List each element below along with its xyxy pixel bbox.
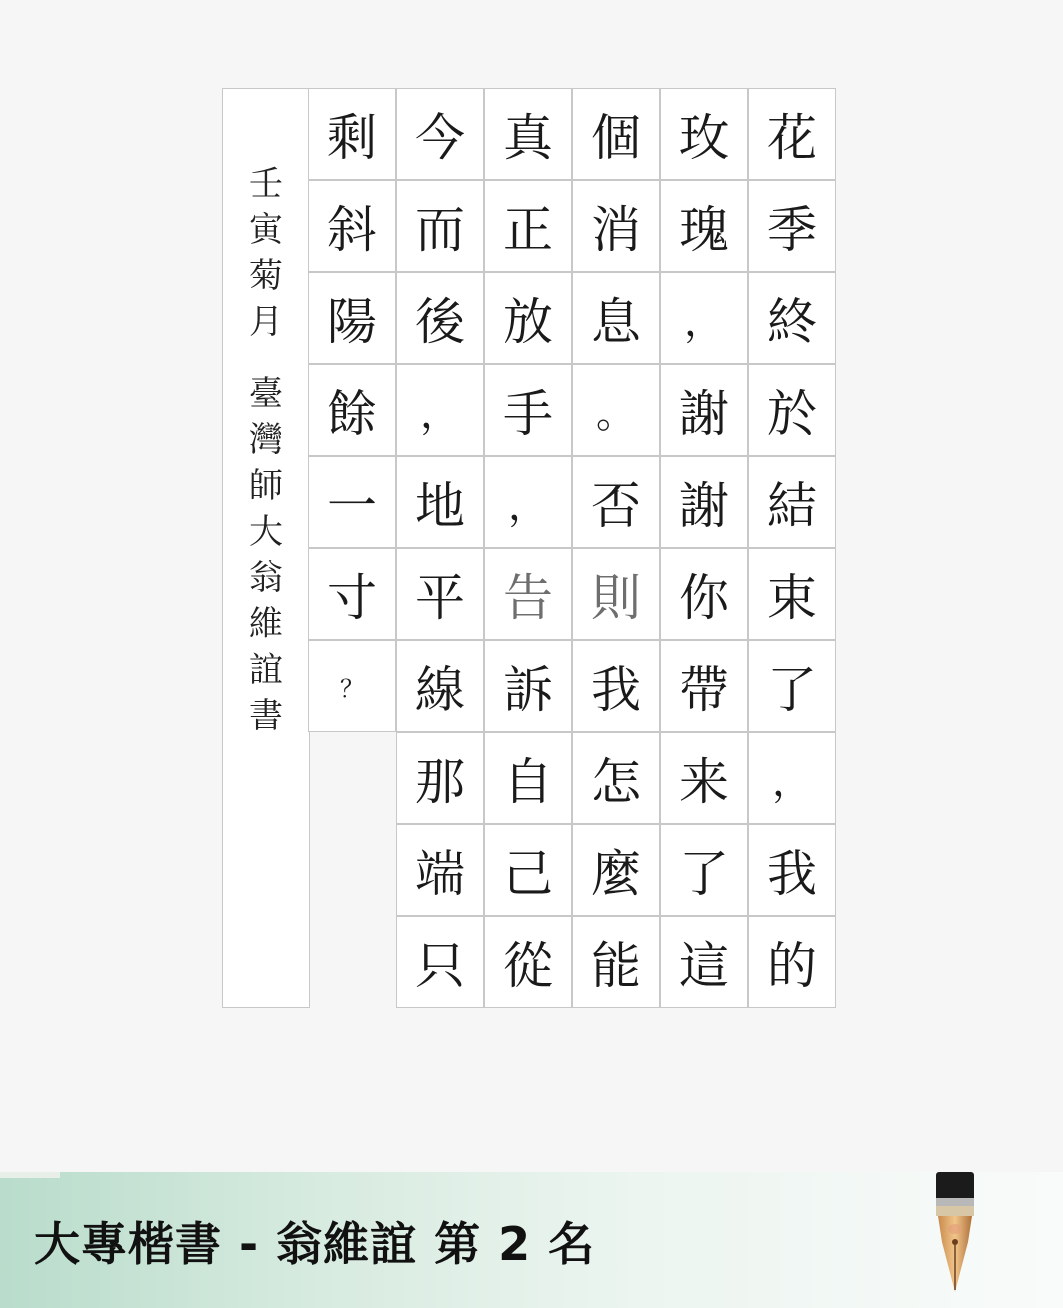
calligraphy-cell: ？ <box>308 640 396 732</box>
signature-char: 月 <box>249 302 283 342</box>
calligraphy-cell: 於 <box>748 364 836 456</box>
calligraphy-cell: 謝 <box>660 456 748 548</box>
calligraphy-cell: 我 <box>748 824 836 916</box>
calligraphy-cell: 從 <box>484 916 572 1008</box>
calligraphy-cell: 真 <box>484 88 572 180</box>
calligraphy-cell: 斜 <box>308 180 396 272</box>
calligraphy-cell: 否 <box>572 456 660 548</box>
calligraphy-cell: 平 <box>396 548 484 640</box>
signature-char: 寅 <box>249 210 283 250</box>
calligraphy-cell: 花 <box>748 88 836 180</box>
calligraphy-cell: 餘 <box>308 364 396 456</box>
calligraphy-cell: 個 <box>572 88 660 180</box>
calligraphy-cell: 。 <box>572 364 660 456</box>
calligraphy-cell: 今 <box>396 88 484 180</box>
calligraphy-cell: ， <box>484 456 572 548</box>
calligraphy-cell: 的 <box>748 916 836 1008</box>
calligraphy-cell: 能 <box>572 916 660 1008</box>
calligraphy-cell: 結 <box>748 456 836 548</box>
calligraphy-cell: 則 <box>572 548 660 640</box>
signature-char: 維 <box>249 604 283 644</box>
calligraphy-cell: 来 <box>660 732 748 824</box>
calligraphy-sheet <box>222 88 836 1008</box>
calligraphy-cell: 手 <box>484 364 572 456</box>
signature-char: 師 <box>249 466 283 506</box>
calligraphy-cell: 麼 <box>572 824 660 916</box>
calligraphy-cell: 端 <box>396 824 484 916</box>
signature-column <box>222 88 310 1008</box>
calligraphy-cell: 陽 <box>308 272 396 364</box>
calligraphy-cell: 這 <box>660 916 748 1008</box>
signature-char: 灣 <box>249 420 283 460</box>
calligraphy-cell: 季 <box>748 180 836 272</box>
calligraphy-cell: 那 <box>396 732 484 824</box>
calligraphy-cell: 告 <box>484 548 572 640</box>
award-title: 大專楷書 - 翁維誼 第 2 名 <box>34 1217 596 1271</box>
calligraphy-cell: 而 <box>396 180 484 272</box>
calligraphy-cell: 瑰 <box>660 180 748 272</box>
calligraphy-cell: ， <box>748 732 836 824</box>
calligraphy-cell: 我 <box>572 640 660 732</box>
footer-banner <box>0 1172 1063 1308</box>
calligraphy-cell: 剩 <box>308 88 396 180</box>
calligraphy-cell: 放 <box>484 272 572 364</box>
signature-char: 臺 <box>249 374 283 414</box>
calligraphy-cell: 自 <box>484 732 572 824</box>
calligraphy-cell: 地 <box>396 456 484 548</box>
calligraphy-cell: ， <box>396 364 484 456</box>
signature-char: 誼 <box>249 650 283 690</box>
calligraphy-cell: 息 <box>572 272 660 364</box>
signature-char: 壬 <box>249 164 283 204</box>
calligraphy-cell: 己 <box>484 824 572 916</box>
calligraphy-cell: 玫 <box>660 88 748 180</box>
signature-char: 大 <box>249 512 283 552</box>
calligraphy-cell: 後 <box>396 272 484 364</box>
calligraphy-cell: 消 <box>572 180 660 272</box>
fountain-pen-icon <box>928 1172 988 1308</box>
calligraphy-cell: 謝 <box>660 364 748 456</box>
calligraphy-cell: 了 <box>748 640 836 732</box>
calligraphy-cell: 帶 <box>660 640 748 732</box>
calligraphy-cell: ， <box>660 272 748 364</box>
calligraphy-cell: 只 <box>396 916 484 1008</box>
signature-author <box>243 371 289 739</box>
calligraphy-cell: 訴 <box>484 640 572 732</box>
calligraphy-cell: 線 <box>396 640 484 732</box>
calligraphy-cell: 束 <box>748 548 836 640</box>
calligraphy-cell: 你 <box>660 548 748 640</box>
signature-char: 菊 <box>249 256 283 296</box>
calligraphy-cell: 了 <box>660 824 748 916</box>
signature-char: 書 <box>249 696 283 736</box>
calligraphy-cell: 一 <box>308 456 396 548</box>
signature-date <box>243 161 289 345</box>
calligraphy-cell: 終 <box>748 272 836 364</box>
calligraphy-cell: 寸 <box>308 548 396 640</box>
signature-char: 翁 <box>249 558 283 598</box>
calligraphy-cell: 怎 <box>572 732 660 824</box>
calligraphy-cell: 正 <box>484 180 572 272</box>
